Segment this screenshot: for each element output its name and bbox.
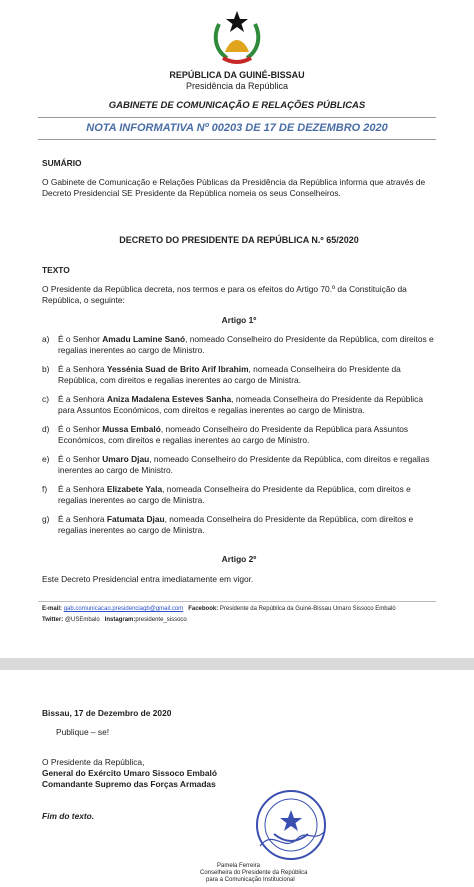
summary-body: O Gabinete de Comunicação e Relações Públicas da Presidência da República informa que através de Decreto Presidencial SE Presidente da República nomeia os seus Conselheiros. [42, 177, 426, 198]
twitter-handle: @USEmbalo [64, 617, 100, 623]
article-2-body: Este Decreto Presidencial entra imediatamente em vigor. [42, 574, 254, 584]
signer-role-1: Conselheira do Presidente da República [200, 870, 308, 876]
facebook-handle: Presidente da República da Guiné-Bissau Umaro Sissoco Embaló [219, 606, 396, 612]
article-1-title: Artigo 1º [221, 315, 257, 325]
instagram-handle: presidente_sissoco [135, 617, 187, 623]
office-name: GABINETE DE COMUNICAÇÃO E RELAÇÕES PÚBLICAS [108, 100, 366, 111]
article-2-title: Artigo 2º [221, 554, 257, 564]
document-page-2 [0, 670, 474, 887]
signer-name: Pamela Ferreira [217, 863, 261, 869]
text-intro: O Presidente da República decreta, nos termos e para os efeitos do Artigo 70.º da Constituição da República, o seguinte: [42, 284, 407, 305]
header-rule-bottom [38, 139, 436, 140]
republic-name: REPÚBLICA DA GUINÉ-BISSAU [169, 70, 305, 80]
header-rule-top [38, 117, 436, 118]
signatory-title: Comandante Supremo das Forças Armadas [42, 779, 216, 789]
publish-line: Publique – se! [56, 727, 110, 737]
note-title: NOTA INFORMATIVA Nº 00203 DE 17 DE DEZEMBRO 2020 [86, 122, 388, 134]
signing-date: Bissau, 17 de Dezembro de 2020 [42, 708, 172, 718]
end-of-text: Fim do texto. [42, 811, 95, 821]
footer-contacts-line-1: E-mail: gab.comunicacao.presidenciagb@gmail.com Facebook: Presidente da República da Guiné-Bissau Umaro Sissoco Embaló [42, 606, 396, 612]
document-page-1: REPÚBLICA DA GUINÉ-BISSAU Presidência da República GABINETE DE COMUNICAÇÃO E RELAÇÕES PÚBLICAS NOTA INFORMATIVA Nº 00203 DE 17 DE DEZEMBRO 2020 SUMÁRIO O Gabinete de Comunicação e Relações Públicas da Presidência da República informa que através de Decreto Presidencial SE Presidente da República nomeia os seus Conselheiros. DECRETO DO PRESIDENTE DA REPÚBLICA N.º 65/2020 TEXTO O Presidente da República decreta, nos termos e para os efeitos do Artigo 70.º da Constituição da República, o seguinte: Artigo 1º a) É o Senhor Amadu Lamine Sanó, nomeado Conselheiro do Presidente da República, com direitos e regalias inerentes ao cargo de Ministro. b) É a Senhora Yessénia Suad de Brito Arif Ibrahim, nomeada Conselheira do Presidente da República, com direitos e regalias inerentes ao cargo de Ministra. c) É a Senhora Aniza Madalena Esteves Sanha, nomeada Conselheira do Presidente da República para Assuntos Económicos, com direitos e regalias inerentes ao cargo de Ministra. d) É o Senhor Mussa Embaló, nomeado Conselheiro do Presidente da República para Assuntos Económicos, com direitos e regalias inerentes ao cargo de Ministro. e) É o Senhor Umaro Djau, nomeado Conselheiro do Presidente da República, com direitos e regalias inerentes ao cargo de Ministro. f) É a Senhora Elizabete Yala, nomeada Conselheira do Presidente da República, com direitos e regalias inerentes ao cargo de Ministra. g) É a Senhora Fatumata Djau, nomeada Conselheira do Presidente da República, com direitos e regalias inerentes ao cargo de Ministra. Artigo 2º Este Decreto Presidencial entra imediatamente em vigor. E-mail: gab.comunicacao.presidenciagb@gmail.com Facebook: Presidente da República da Guiné-Bissau Umaro Sissoco Embaló Twitter: @USEmbalo Instagram:presidente_sissoco [0, 0, 474, 658]
summary-heading: SUMÁRIO [42, 158, 82, 168]
national-emblem-icon [205, 8, 269, 70]
decree-title: DECRETO DO PRESIDENTE DA REPÚBLICA N.º 65/2020 [119, 235, 359, 245]
signatory-intro: O Presidente da República, [42, 757, 145, 767]
footer-rule [38, 601, 436, 602]
signer-role-2: para a Comunicação Institucional [206, 877, 295, 883]
text-heading: TEXTO [42, 265, 70, 275]
footer-contacts-line-2: Twitter: @USEmbalo Instagram:presidente_sissoco [42, 617, 187, 623]
presidency-name: Presidência da República [185, 81, 289, 91]
signatory-name: General do Exército Umaro Sissoco Embaló [42, 768, 217, 778]
official-seal-icon [254, 788, 328, 862]
email-link[interactable]: gab.comunicacao.presidenciagb@gmail.com [63, 606, 184, 612]
